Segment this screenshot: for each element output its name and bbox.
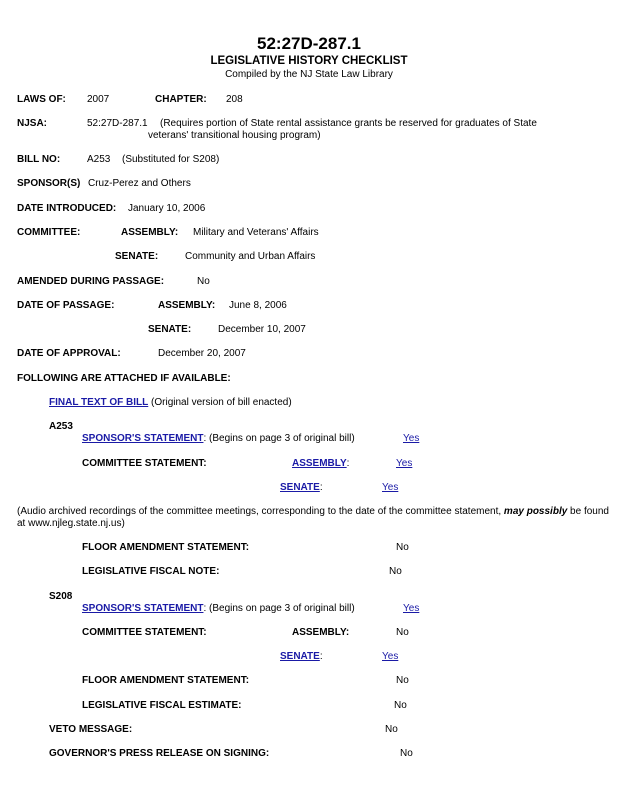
- s208-senate-row: [280, 651, 323, 662]
- audio-note-pre: (Audio archived recordings of the committee meetings, corresponding to the date of the committee statement,: [17, 506, 504, 517]
- checklist-heading: LEGISLATIVE HISTORY CHECKLIST: [210, 55, 408, 67]
- a253-committee-label: COMMITTEE STATEMENT:: [82, 458, 207, 469]
- a253-assembly-colon: :: [346, 458, 350, 469]
- njsa-description-line1: (Requires portion of State rental assistance grants be reserved for graduates of State: [160, 118, 537, 129]
- date-of-approval-value: December 20, 2007: [158, 348, 246, 359]
- passage-assembly-label: ASSEMBLY:: [158, 300, 216, 311]
- governor-press-release-label: GOVERNOR'S PRESS RELEASE ON SIGNING:: [49, 748, 270, 759]
- s208-senate-yes-link[interactable]: Yes: [382, 651, 399, 662]
- s208-floor-amendment-value: No: [396, 675, 409, 686]
- a253-floor-amendment-label: FLOOR AMENDMENT STATEMENT:: [82, 542, 250, 553]
- a253-fiscal-note-label: LEGISLATIVE FISCAL NOTE:: [82, 566, 220, 577]
- s208-sponsor-yes-link[interactable]: Yes: [403, 603, 420, 614]
- page-title: 52:27D-287.1: [257, 34, 361, 53]
- a253-senate-row: [280, 482, 323, 493]
- s208-sponsor-row: [82, 603, 355, 614]
- njsa-label: NJSA:: [17, 118, 48, 129]
- audio-note-line2: at www.njleg.state.nj.us): [17, 518, 125, 529]
- a253-senate-yes-link[interactable]: Yes: [382, 482, 399, 493]
- s208-fiscal-estimate-label: LEGISLATIVE FISCAL ESTIMATE:: [82, 700, 242, 711]
- a253-sponsor-note: : (Begins on page 3 of original bill): [203, 433, 355, 444]
- a253-fiscal-note-value: No: [389, 566, 402, 577]
- sponsor-label: SPONSOR(S): [17, 178, 81, 189]
- committee-assembly-label: ASSEMBLY:: [121, 227, 179, 238]
- veto-message-label: VETO MESSAGE:: [49, 724, 133, 735]
- a253-assembly-row: [292, 458, 349, 469]
- date-of-approval-label: DATE OF APPROVAL:: [17, 348, 121, 359]
- a253-senate-link[interactable]: SENATE: [280, 482, 320, 493]
- compiled-by: Compiled by the NJ State Law Library: [225, 69, 393, 80]
- committee-senate-label: SENATE:: [115, 251, 159, 262]
- final-text-link[interactable]: FINAL TEXT OF BILL: [49, 397, 149, 408]
- s208-senate-colon: :: [319, 651, 323, 662]
- a253-sponsor-statement-link[interactable]: SPONSOR'S STATEMENT: [82, 433, 204, 444]
- date-of-passage-label: DATE OF PASSAGE:: [17, 300, 115, 311]
- passage-senate-label: SENATE:: [148, 324, 192, 335]
- s208-fiscal-estimate-value: No: [394, 700, 407, 711]
- committee-label: COMMITTEE:: [17, 227, 81, 238]
- s208-assembly-label: ASSEMBLY:: [292, 627, 350, 638]
- laws-of-value: 2007: [87, 94, 110, 105]
- a253-heading: A253: [49, 421, 73, 432]
- a253-sponsor-yes-link[interactable]: Yes: [403, 433, 420, 444]
- date-introduced-value: January 10, 2006: [128, 203, 206, 214]
- laws-of-label: LAWS OF:: [17, 94, 66, 105]
- s208-heading: S208: [49, 591, 73, 602]
- audio-note-line1: [17, 506, 609, 517]
- governor-press-release-value: No: [400, 748, 413, 759]
- s208-senate-link[interactable]: SENATE: [280, 651, 320, 662]
- final-text-row: [49, 397, 292, 408]
- audio-note-post: be found: [567, 506, 609, 517]
- chapter-label: CHAPTER:: [155, 94, 207, 105]
- njsa-value: 52:27D-287.1: [87, 118, 148, 129]
- sponsor-value: Cruz-Perez and Others: [88, 178, 191, 189]
- s208-committee-label: COMMITTEE STATEMENT:: [82, 627, 207, 638]
- substituted-note: (Substituted for S208): [122, 154, 220, 165]
- s208-sponsor-note: : (Begins on page 3 of original bill): [203, 603, 355, 614]
- bill-no-value: A253: [87, 154, 111, 165]
- amended-label: AMENDED DURING PASSAGE:: [17, 276, 165, 287]
- chapter-value: 208: [226, 94, 243, 105]
- audio-note-emphasis: may possibly: [503, 506, 568, 517]
- a253-assembly-link[interactable]: ASSEMBLY: [292, 458, 347, 469]
- committee-senate-value: Community and Urban Affairs: [185, 251, 316, 262]
- passage-assembly-value: June 8, 2006: [229, 300, 287, 311]
- committee-assembly-value: Military and Veterans' Affairs: [193, 227, 319, 238]
- amended-value: No: [197, 276, 210, 287]
- a253-sponsor-row: [82, 433, 355, 444]
- a253-floor-amendment-value: No: [396, 542, 409, 553]
- s208-floor-amendment-label: FLOOR AMENDMENT STATEMENT:: [82, 675, 250, 686]
- attached-heading: FOLLOWING ARE ATTACHED IF AVAILABLE:: [17, 373, 231, 384]
- passage-senate-value: December 10, 2007: [218, 324, 306, 335]
- veto-message-value: No: [385, 724, 398, 735]
- bill-no-label: BILL NO:: [17, 154, 61, 165]
- s208-assembly-value: No: [396, 627, 409, 638]
- date-introduced-label: DATE INTRODUCED:: [17, 203, 117, 214]
- a253-assembly-yes-link[interactable]: Yes: [396, 458, 413, 469]
- a253-senate-colon: :: [319, 482, 323, 493]
- s208-sponsor-statement-link[interactable]: SPONSOR'S STATEMENT: [82, 603, 204, 614]
- njsa-description-line2: veterans' transitional housing program): [148, 130, 321, 141]
- final-text-note: (Original version of bill enacted): [151, 397, 292, 408]
